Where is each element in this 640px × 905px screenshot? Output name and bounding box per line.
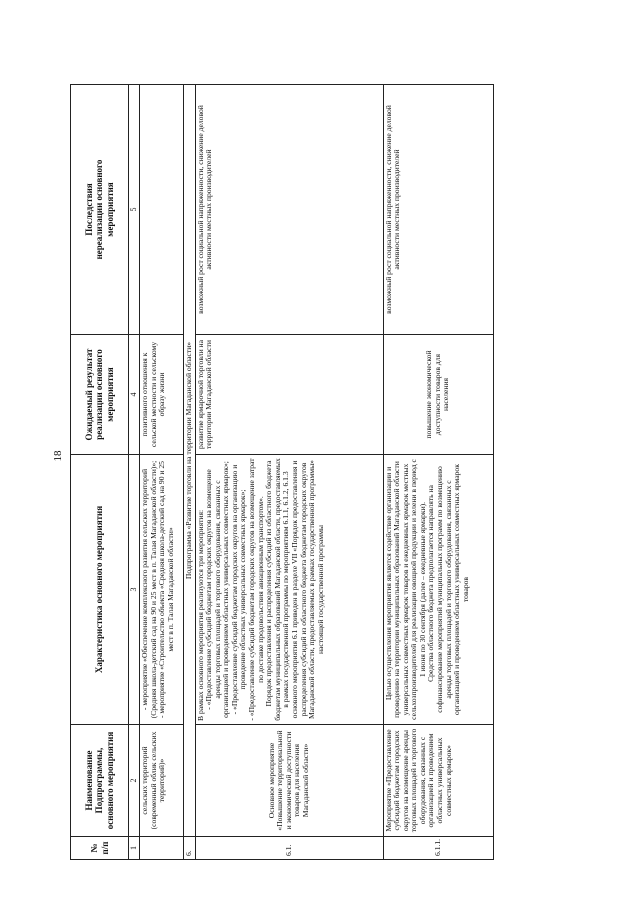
col-number: 2 bbox=[129, 725, 140, 837]
row-cont-consequence bbox=[140, 85, 184, 335]
row61-char-p3: - «Предоставление субсидий бюджетам городских округов на организацию и проведение областных универсальных совместных ярмарок»; bbox=[229, 464, 248, 715]
row61-char-p5: Порядок предоставления и распределения субсидий из областного бюджета бюджетам муниципальных образований Магаданской области, предоставляемых в рамках государственной программы по мероприятиям 6.1.1, 6.1.2, 6.1.3 основного мероприятия 6.1 приведен в разделе VII «Порядок предоставления и распределения субсидий из областного бюджета бюджетам городских округов Магаданской области, предоставляемых в рамках государственной программы» настоящей государственной программы bbox=[264, 458, 325, 721]
row61-char-p2: - «Предоставление субсидий бюджетам городских округов на возмещение аренды торговых площадей и торгового оборудования, связанных с организацией и проведением областных универсальных совместных ярмарок»; bbox=[204, 461, 231, 718]
row61-char-p4: - «Предоставление субсидий бюджетам городских округов на возмещение затрат по доставке продовольствия авиационным транспортом». bbox=[247, 458, 265, 721]
row-cont-num bbox=[140, 837, 184, 860]
header-num bbox=[71, 837, 129, 860]
table-row bbox=[383, 85, 493, 860]
row6-title: Подпрограмма «Развитие торговли на территории Магаданской области» bbox=[184, 85, 196, 837]
col-number: 5 bbox=[129, 85, 140, 335]
row61-name: Основное мероприятие «Повышение территориальной и экономической доступности товаров для населения Магаданской области» bbox=[195, 725, 383, 837]
header-num-text: № п/п bbox=[89, 841, 110, 855]
rotated-table-container bbox=[70, 85, 555, 860]
measures-table bbox=[70, 84, 494, 860]
header-result-text: Ожидаемый результат реализации основного мероприятия bbox=[83, 348, 115, 441]
header-result bbox=[71, 335, 129, 455]
page-number: 18 bbox=[52, 450, 64, 462]
subprogram-row bbox=[184, 85, 196, 860]
header-characteristic bbox=[71, 455, 129, 725]
row6-num: 6. bbox=[184, 837, 196, 860]
row61-char-p1: В рамках основного мероприятия реализуются три мероприятия: bbox=[195, 509, 205, 721]
row61-result: развитие ярмарочной торговли на территории Магаданской области bbox=[195, 335, 383, 455]
row61-characteristic bbox=[195, 455, 383, 725]
row61-num: 6.1. bbox=[195, 837, 383, 860]
col-number: 3 bbox=[129, 455, 140, 725]
col-number: 4 bbox=[129, 335, 140, 455]
col-number: 1 bbox=[129, 837, 140, 860]
row611-result: повышение экономической доступности товаров для населения bbox=[383, 335, 493, 455]
row-cont-result: позитивного отношения к сельской местности и сельскому образу жизни bbox=[140, 335, 184, 455]
table-row bbox=[140, 85, 184, 860]
row611-num: 6.1.1. bbox=[383, 837, 493, 860]
row-cont-characteristic: - мероприятие «Обеспечение комплексного развития сельских территорий (Средняя школа-детский сад на 90 и 25 мест в п. Талая Магаданской области)»; - мероприятие «Строительство объекта «Средняя школа-детский сад на 90 и 25 мест в п. Талая Магаданской области» bbox=[140, 455, 184, 725]
header-name-text: Наименование Подпрограммы, основного мероприятия bbox=[83, 731, 115, 830]
header-consequence-text: Последствия нереализации основного мероприятия bbox=[83, 159, 115, 260]
row611-consequence: возможный рост социальной напряженности, снижение деловой активности местных производителей bbox=[383, 85, 493, 335]
row611-characteristic bbox=[383, 455, 493, 725]
row-cont-name: сельских территорий (современный облик сельских территорий)» bbox=[140, 725, 184, 837]
header-row bbox=[71, 85, 129, 860]
column-numbers-row bbox=[129, 85, 140, 860]
row611-char-p2: Средства областного бюджета предполагается направлять на софинансирование мероприятий муниципальных программ по возмещению аренды торговых площадей и торгового оборудования, связанных с организацией и проведением областных универсальных совместных ярмарок товаров bbox=[426, 464, 470, 715]
header-characteristic-text: Характеристика основного мероприятия bbox=[94, 505, 105, 674]
row611-char-p1: Целью осуществления мероприятия является содействие организации и проведению на территории муниципальных образований Магаданской области универсальных совместных ярмарок товаров и ежедневных ярмарок местных сельхозпроизводителей для реализации овощной продукции и зелени в период с 1 июня по 30 сентября (далее – ежедневные ярмарки). bbox=[383, 459, 427, 720]
header-consequence bbox=[71, 85, 129, 335]
row611-name: Мероприятие «Предоставление субсидий бюджетам городских округов на возмещение аренды торговых площадей и торгового оборудования, связанных с организацией и проведением областных универсальных совместных ярмарок» bbox=[383, 725, 493, 837]
header-name bbox=[71, 725, 129, 837]
table-row bbox=[195, 85, 383, 860]
row61-consequence: возможный рост социальной напряженности, снижение деловой активности местных производителей bbox=[195, 85, 383, 335]
